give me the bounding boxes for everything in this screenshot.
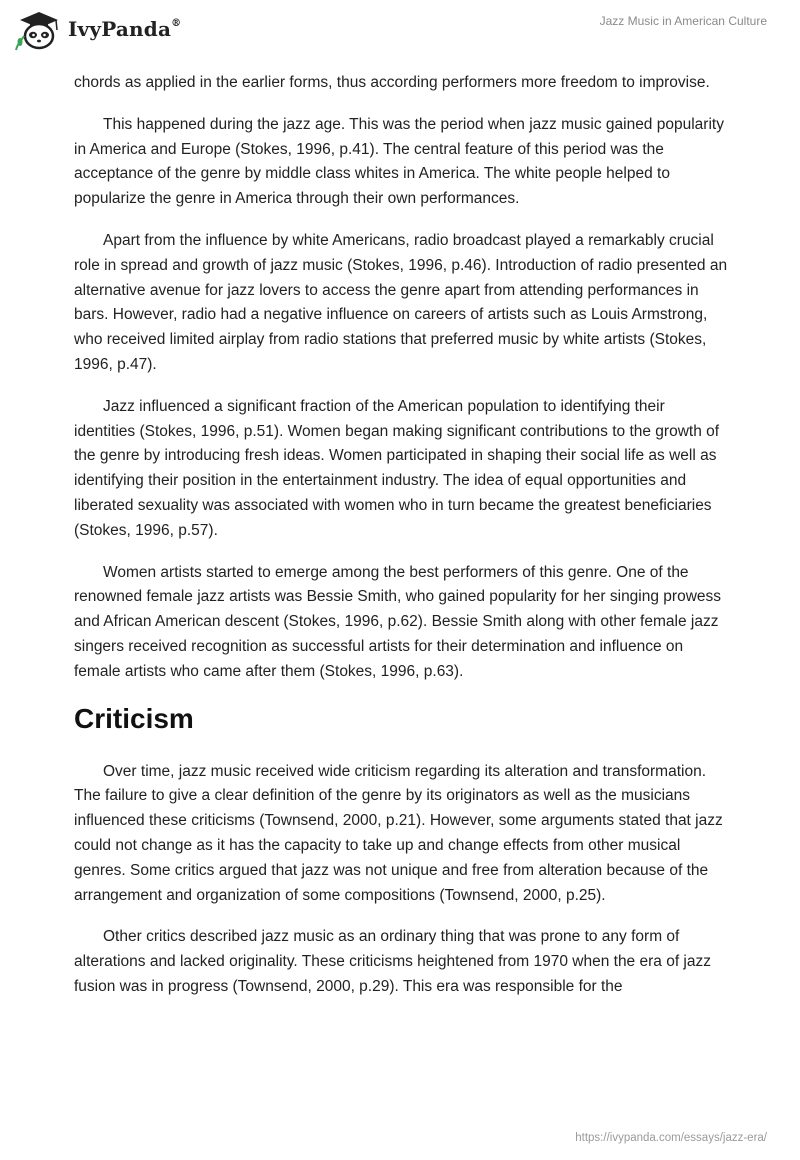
logo-text	[68, 17, 181, 41]
registered-mark: ®	[171, 18, 182, 30]
section-heading-criticism: Criticism	[74, 702, 194, 734]
panda-graduate-icon	[12, 6, 64, 52]
paragraph-continued: chords as applied in the earlier forms, thus according performers more freedom to improvise.	[74, 74, 710, 91]
paragraph: Apart from the influence by white Americans, radio broadcast played a remarkably crucial role in spread and growth of jazz music (Stokes, 1996, p.46). Introduction of radio presented an alternative avenue for jazz lovers to access the genre apart from attending performances in bars. However, radio had a negative influence on careers of artists such as Louis Armstrong, who received limited airplay from radio stations that preferred music by white artists (Stokes, 1996, p.47).	[74, 231, 728, 373]
page-header	[0, 0, 800, 70]
paragraph: Jazz influenced a significant fraction of the American population to identifying their identities (Stokes, 1996, p.51). Women began making significant contributions to the growth of the genre by introducing fresh ideas. Women participated in shaping their social life as well as identifying their position in the entertainment industry. The idea of equal opportunities and liberated sexuality was associated with women who in turn became the greatest beneficiaries (Stokes, 1996, p.57).	[74, 397, 720, 539]
paragraph: Other critics described jazz music as an ordinary thing that was prone to any form of alterations and lacked originality. These criticisms heightened from 1970 when the era of jazz fusion was in progress (Townsend, 2000, p.29). This era was responsible for the	[74, 928, 711, 995]
paragraph: Women artists started to emerge among the best performers of this genre. One of the renowned female jazz artists was Bessie Smith, who gained popularity for her singing prowess and African American descent (Stokes, 1996, p.62). Bessie Smith along with other female jazz singers received recognition as successful artists for their determination and influence on female artists who came after them (Stokes, 1996, p.63).	[74, 563, 722, 680]
essay-body	[74, 71, 730, 1017]
logo-name: IvyPanda	[68, 17, 172, 41]
ivypanda-logo[interactable]	[12, 6, 181, 52]
document-title: Jazz Music in American Culture	[599, 14, 767, 28]
source-url[interactable]: https://ivypanda.com/essays/jazz-era/	[575, 1132, 767, 1144]
paragraph: Over time, jazz music received wide criticism regarding its alteration and transformation. The failure to give a clear definition of the genre by its originators as well as the musicians influenced these criticisms (Townsend, 2000, p.21). However, some arguments stated that jazz could not change as it has the capacity to take up and change effects from other musical genres. Some critics argued that jazz was not unique and free from alteration because of the arrangement and organization of some compositions (Townsend, 2000, p.25).	[74, 762, 723, 904]
paragraph: This happened during the jazz age. This was the period when jazz music gained popularity in America and Europe (Stokes, 1996, p.41). The central feature of this period was the acceptance of the genre by middle class whites in America. The white people helped to popularize the genre in America through their own performances.	[74, 115, 724, 208]
